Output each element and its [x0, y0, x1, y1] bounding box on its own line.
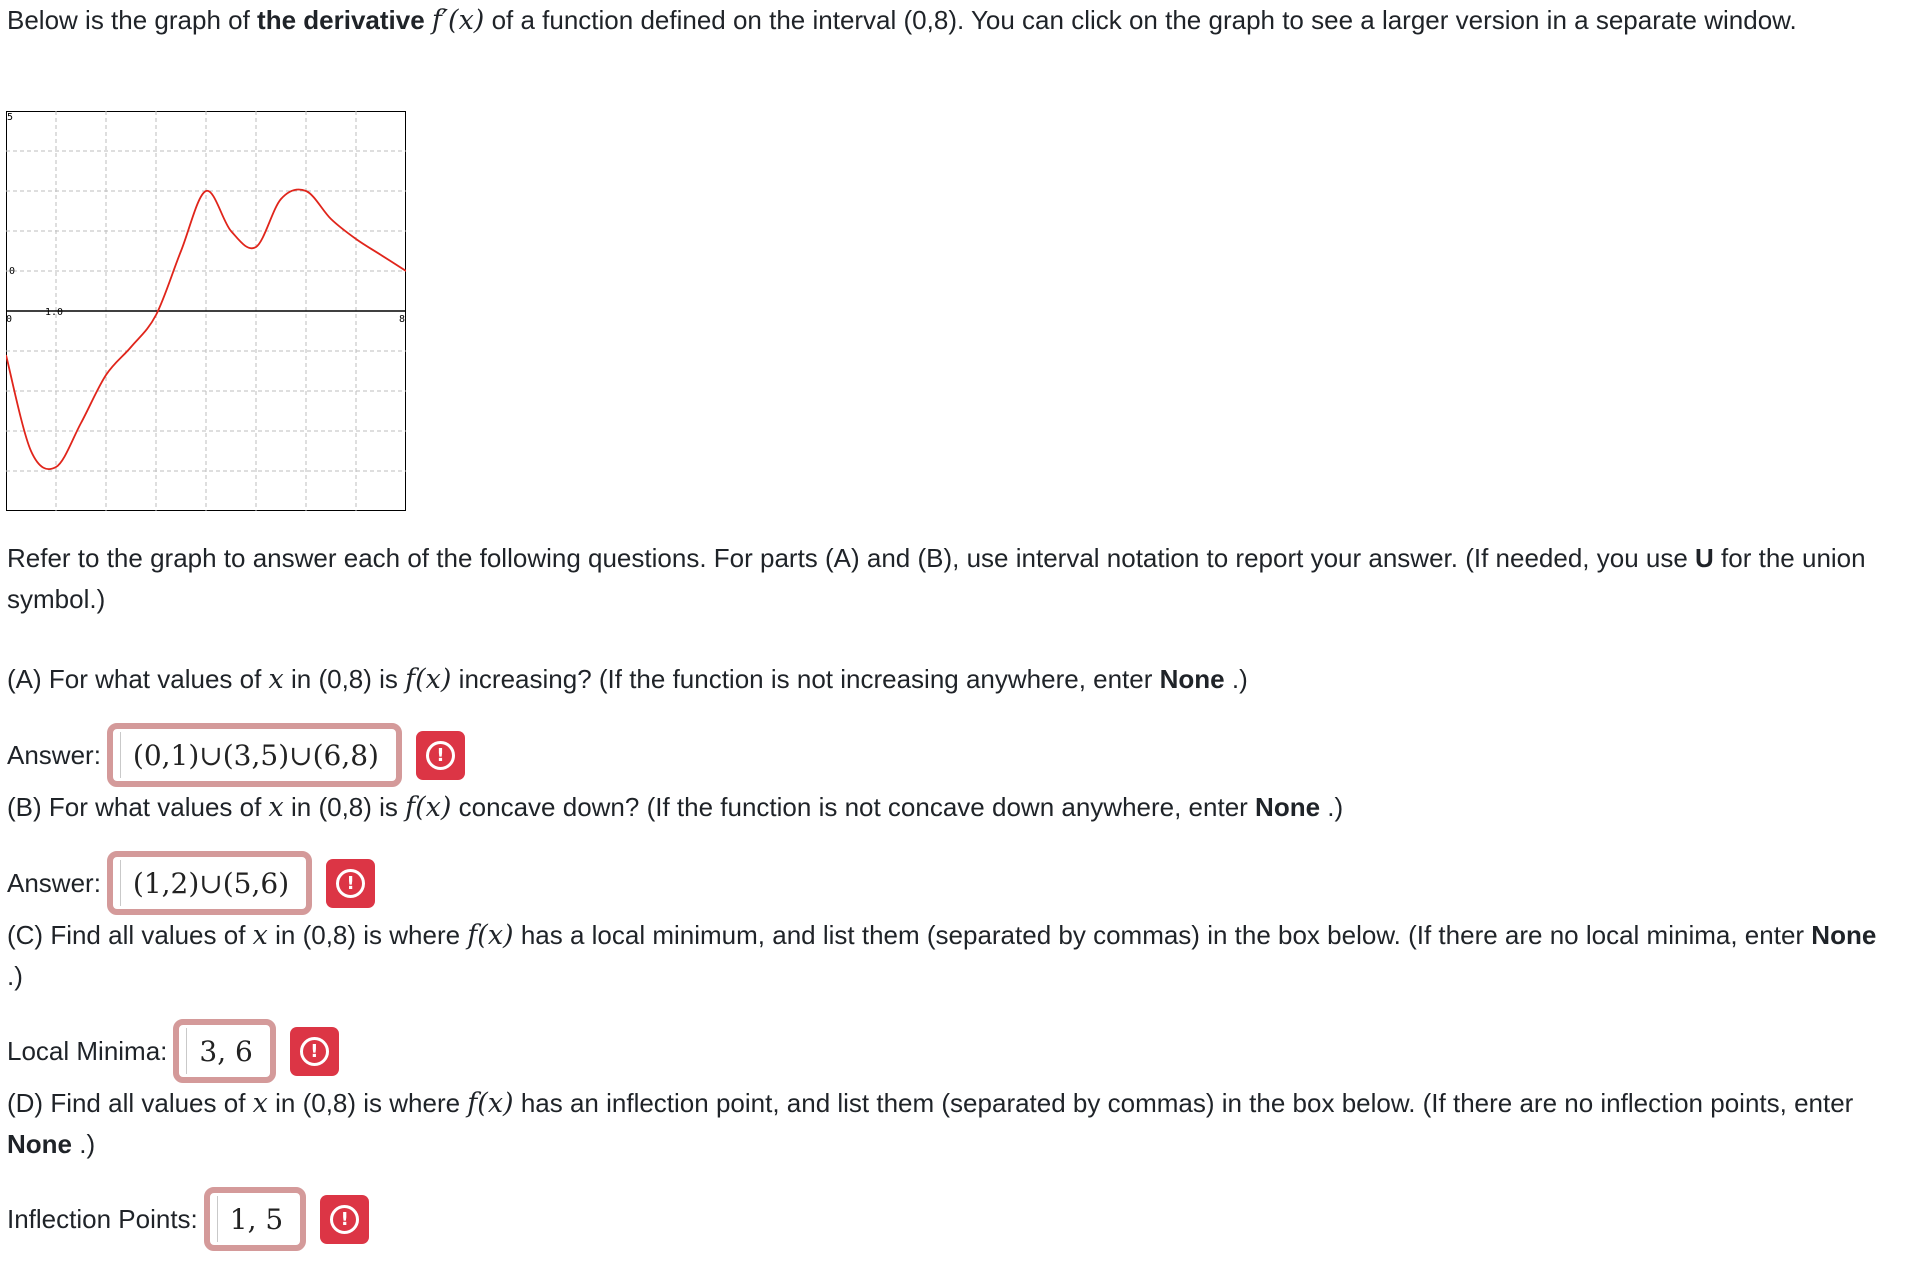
exclamation-circle-icon: !	[330, 1205, 359, 1234]
exclamation-circle-icon: !	[426, 741, 455, 770]
question-b: (B) For what values of x in (0,8) is f(x) concave down? (If the function is not concave down anywhere, enter None .)	[7, 792, 1344, 823]
derivative-graph-link[interactable]	[6, 111, 406, 511]
answer-label-a: Answer:	[7, 739, 101, 770]
answer-row-b	[7, 851, 375, 915]
answer-field-b[interactable]	[107, 851, 312, 915]
answer-row-c	[7, 1019, 339, 1083]
feedback-button-a[interactable]	[416, 731, 465, 780]
answer-field-c[interactable]	[173, 1019, 275, 1083]
exclamation-circle-icon: !	[300, 1037, 329, 1066]
tick-label-x-unit: 1.0	[45, 307, 64, 318]
tick-label-y-top: 5	[7, 112, 14, 123]
tick-label-y-zero: 0	[9, 266, 16, 277]
instructions-text: Refer to the graph to answer each of the following questions. For parts (A) and (B), use interval notation to report your answer. (If needed, you use U for the union symbol.)	[7, 543, 1866, 614]
answer-field-a[interactable]	[107, 723, 402, 787]
answer-row-a	[7, 723, 465, 787]
question-c: (C) Find all values of x in (0,8) is where f(x) has a local minimum, and list them (separated by commas) in the box below. (If there are no local minima, enter None .)	[7, 920, 1877, 991]
answer-value-c[interactable]: 3, 6	[186, 1028, 262, 1074]
exclamation-circle-icon: !	[336, 869, 365, 898]
tick-label-x-right: 8	[399, 314, 406, 325]
answer-value-a[interactable]: (0,1)∪(3,5)∪(6,8)	[120, 732, 389, 778]
answer-row-d	[7, 1187, 369, 1251]
union-symbol-bold: U	[1695, 543, 1714, 573]
feedback-button-b[interactable]	[326, 859, 375, 908]
answer-field-d[interactable]	[204, 1187, 306, 1251]
answer-label-d: Inflection Points:	[7, 1203, 198, 1234]
intro-text: Below is the graph of the derivative f′(x) of a function defined on the interval (0,8). You can click on the graph to see a larger version in a separate window.	[7, 5, 1797, 36]
answer-label-b: Answer:	[7, 867, 101, 898]
answer-label-c: Local Minima:	[7, 1035, 168, 1066]
answer-value-b[interactable]: (1,2)∪(5,6)	[120, 860, 299, 906]
intro-bold: the derivative	[257, 5, 425, 35]
question-a: (A) For what values of x in (0,8) is f(x) increasing? (If the function is not increasing anywhere, enter None .)	[7, 664, 1248, 695]
feedback-button-c[interactable]	[290, 1027, 339, 1076]
derivative-graph[interactable]	[6, 111, 406, 511]
question-d: (D) Find all values of x in (0,8) is where f(x) has an inflection point, and list them (separated by commas) in the box below. (If there are no inflection points, enter None .)	[7, 1088, 1854, 1159]
tick-label-origin: 0	[6, 314, 13, 325]
derivative-math: f′(x)	[431, 5, 485, 36]
answer-value-d[interactable]: 1, 5	[217, 1196, 293, 1242]
feedback-button-d[interactable]	[320, 1195, 369, 1244]
